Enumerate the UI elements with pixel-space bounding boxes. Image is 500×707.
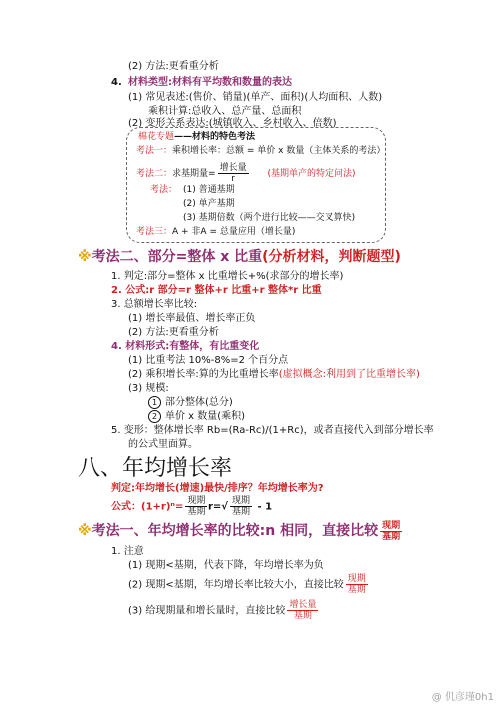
product-growth-rate xyxy=(128,368,420,381)
heading-fraction xyxy=(380,521,402,542)
kaofa-sub-1: (1) 普通基期 xyxy=(183,185,235,195)
kaofa-2-pre: 求基期量= xyxy=(172,169,216,179)
fraction-denominator: 基期 xyxy=(293,611,312,621)
kaofa-2-fraction xyxy=(218,163,249,184)
formula-label: 公式：(1+r)ⁿ= xyxy=(111,501,184,513)
note-2-fraction xyxy=(346,574,368,595)
root-formula-post: - 1 xyxy=(257,501,273,513)
scale-item-1-text: 部分整体(总分) xyxy=(165,397,233,408)
root-fraction xyxy=(230,496,252,517)
fraction-numerator: 增长量 xyxy=(219,163,247,173)
material-form: 4. 材料形式:有整体，有比重变化 xyxy=(111,341,260,352)
fraction-denominator: 基期 xyxy=(347,585,366,595)
box-title xyxy=(138,131,255,144)
reference-mark-icon: ※ xyxy=(78,523,92,539)
kaofa-sub-label: 考法： xyxy=(150,185,178,195)
annual-growth-formula xyxy=(111,496,209,519)
annual-growth-judge: 判定:年均增长(增速)最快/排序？年均增长率为? xyxy=(111,483,324,494)
common-expression-line: (1) 常见表述:(售价、销量)(单产、面积)(人均面积、人数) xyxy=(128,92,383,103)
fraction-numerator: 现期 xyxy=(347,574,366,584)
material-type-heading: 材料类型:材料有平均数和数量的表达 xyxy=(128,77,292,88)
fraction-numerator: 增长量 xyxy=(289,600,317,610)
note-2 xyxy=(128,574,370,597)
root-formula-pre: r=√ xyxy=(208,501,228,513)
section-heading-note: (分析材料，判断题型) xyxy=(262,249,401,265)
method-analysis: (2) 方法:更看重分析 xyxy=(128,327,219,338)
note-1: (1) 现期<基期，代表下降，年均增长率为负 xyxy=(128,560,324,571)
reference-mark-icon: ※ xyxy=(78,249,92,265)
root-formula xyxy=(208,496,272,519)
note-3-text: (3) 给现期量和增长量时，直接比较 xyxy=(128,605,286,617)
fraction-denominator: 基期 xyxy=(187,507,206,517)
proportion-method: (1) 比重考法 10%-8%=2 个百分点 xyxy=(128,355,289,366)
kaofa-3-text: A + 非A = 总量应用（增长量) xyxy=(172,227,296,237)
box-title-rest: ——材料的特色考法 xyxy=(174,132,256,142)
fraction-denominator: r xyxy=(231,174,235,184)
watermark: @ 仉彦瑾0h1 xyxy=(431,692,494,703)
item-number: 4. xyxy=(111,77,122,88)
section-heading-annual-compare xyxy=(78,520,404,542)
judge-line: 1. 判定:部分=整体 x 比重增长+%(求部分的增长率) xyxy=(111,271,344,282)
kaofa-3 xyxy=(136,226,295,239)
kaofa-sub-3: (3) 基期倍数（两个进行比较——交叉算快) xyxy=(183,213,356,223)
circled-number: 2 xyxy=(148,410,161,423)
circled-number: 1 xyxy=(148,396,161,409)
fraction-denominator: 基期 xyxy=(382,531,401,542)
product-growth-text: (2) 乘积增长率:算的为比重增长率 xyxy=(128,369,279,380)
box-title-red: 棉花专题 xyxy=(138,132,175,142)
section-heading-text: 考法二、部分=整体 x 比重 xyxy=(91,249,263,265)
product-calc-line: 乘积计算:总收入、总产量、总面积 xyxy=(148,106,302,117)
scale-item-2-text: 单价 x 数量(乘积) xyxy=(165,411,246,422)
method-line: (2) 方法:更看重分析 xyxy=(128,61,219,72)
note-3 xyxy=(128,600,320,623)
transform-line-cont: 的公式里面算。 xyxy=(128,439,198,450)
variant-relation-line: (2) 变形关系表达:(城镇收入、乡村收入、倍数) xyxy=(128,118,337,129)
fraction-numerator: 现期 xyxy=(187,496,206,506)
kaofa-2-label: 考法二： xyxy=(136,169,173,179)
scale-line: (3) 规模: xyxy=(128,383,169,394)
total-growth-compare: 3. 总额增长率比较: xyxy=(111,299,198,310)
note-heading: 1. 注意 xyxy=(111,546,144,557)
kaofa-2-note: (基期单产的特定问法) xyxy=(267,169,356,179)
virtual-concept-note: (虚拟概念:利用到了比重增长率) xyxy=(278,369,420,380)
kaofa-1 xyxy=(136,145,385,158)
kaofa-sub-2: (2) 单产基期 xyxy=(183,199,235,209)
note-2-text: (2) 现期<基期，年均增长率比较大小，直接比较 xyxy=(128,579,344,591)
fraction-numerator: 现期 xyxy=(382,520,401,531)
section-heading-part-whole xyxy=(78,248,401,266)
note-3-fraction xyxy=(287,600,318,621)
section-heading-text: 考法一、年均增长率的比较:n 相同，直接比较 xyxy=(91,523,379,539)
fraction-numerator: 现期 xyxy=(231,496,250,506)
formula-fraction xyxy=(185,496,207,517)
formula-line: 2. 公式:r 部分=r 整体+r 比重+r 整体*r 比重 xyxy=(111,285,322,296)
fraction-denominator: 基期 xyxy=(231,507,250,517)
transform-line: 5. 变形：整体增长率 Rb=(Ra-Rc)/(1+Rc)，或者直接代入到部分增长率 xyxy=(111,425,434,436)
scale-item-2 xyxy=(148,410,245,423)
scale-item-1 xyxy=(148,396,233,409)
kaofa-1-label: 考法一： xyxy=(136,146,173,156)
chapter-heading: 八、年均增长率 xyxy=(78,456,233,481)
kaofa-1-text: 乘积增长率：总额 = 单价 x 数量（主体关系的考法） xyxy=(172,146,386,156)
kaofa-2 xyxy=(136,163,355,185)
growth-extremes: (1) 增长率最值、增长率正负 xyxy=(128,313,256,324)
kaofa-3-label: 考法三： xyxy=(136,227,173,237)
